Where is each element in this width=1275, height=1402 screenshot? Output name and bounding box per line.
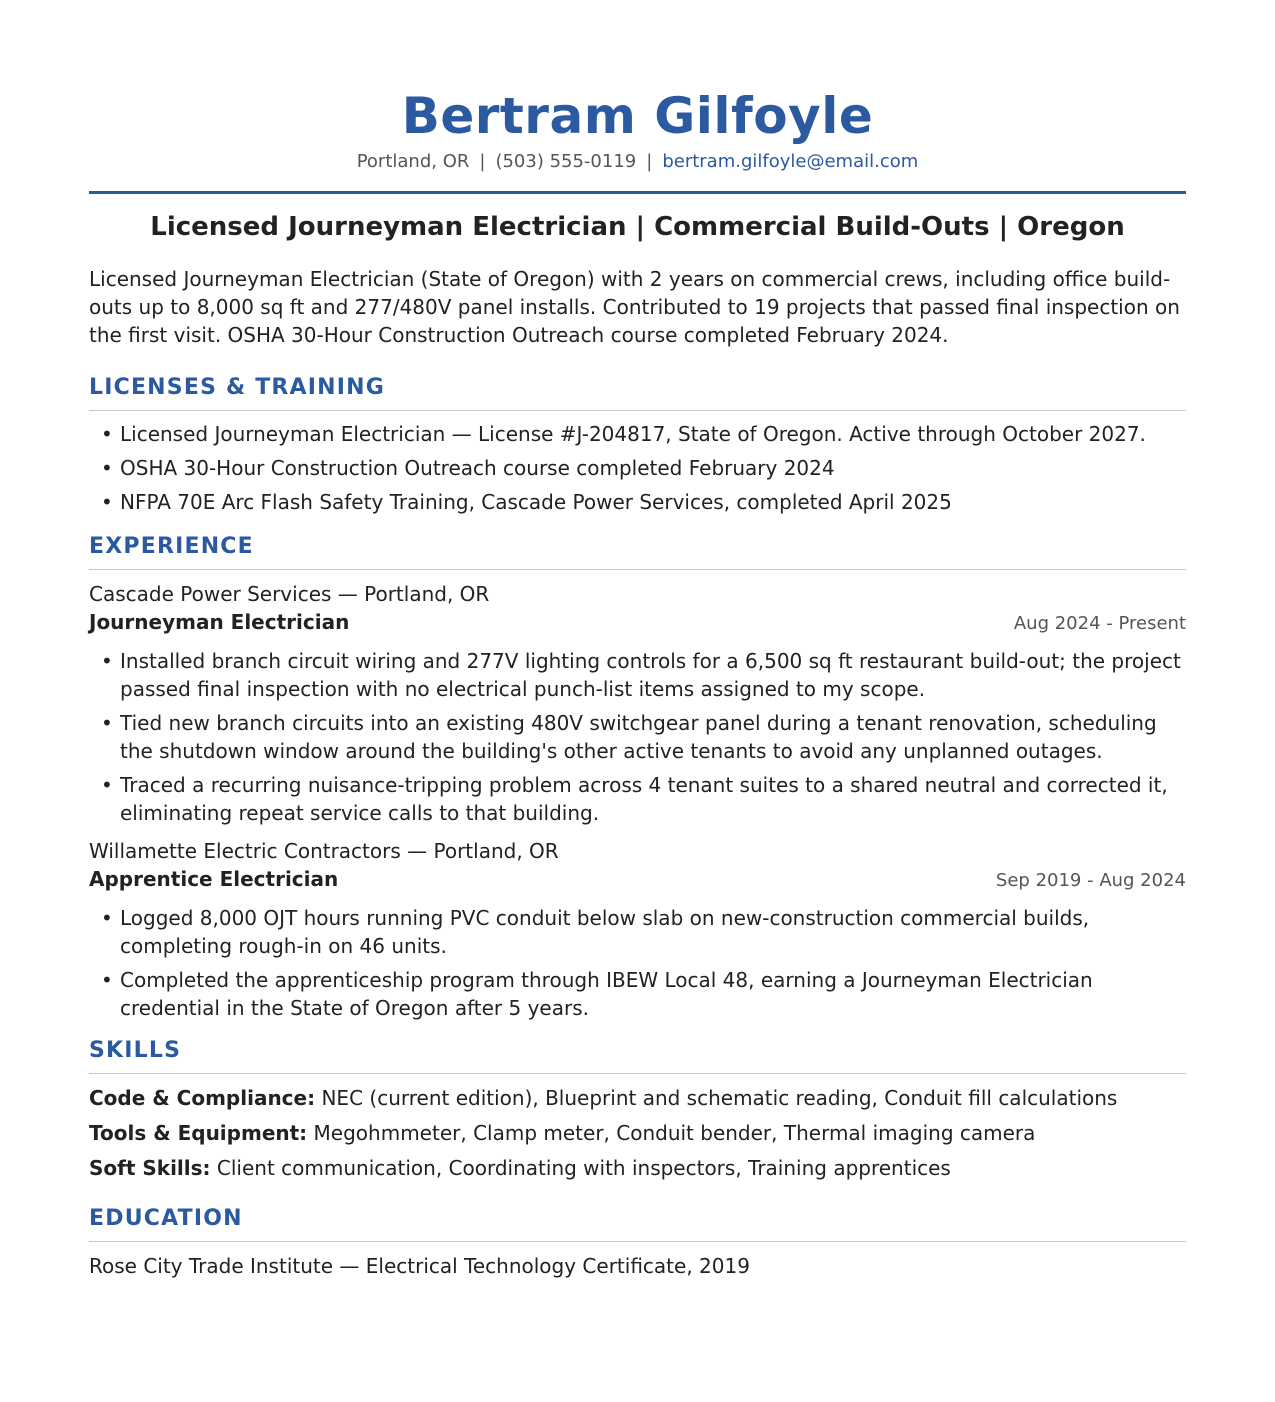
candidate-name: Bertram Gilfoyle [401,87,874,145]
skill-value: NEC (current edition), Blueprint and schematic reading, Conduit fill calculations [321,1086,1118,1110]
section-title-education: EDUCATION [89,1206,243,1231]
job-dates: Sep 2019 - Aug 2024 [995,870,1186,891]
job-role: Journeyman Electrician [89,610,350,634]
job-company: Cascade Power Services — Portland, OR [89,582,490,606]
header-divider [89,191,1186,194]
summary-paragraph: Licensed Journeyman Electrician (State of Oregon) with 2 years on commercial crews, including office build-outs up to 8,000 sq ft and 277/480V panel installs. Contributed to 19 projects that passed final inspection on the first visit. OSHA 30-Hour Construction Outreach course completed February 2024. [89,267,1180,347]
section-title-skills: SKILLS [89,1038,182,1063]
section-title-experience: EXPERIENCE [89,534,254,559]
section-divider [89,569,1186,570]
job-bullet: • Tied new branch circuits into an existing 480V switchgear panel during a tenant renovation, scheduling the shutdown window around the building's other active tenants to avoid any unplanned outages. [89,709,1186,765]
section-divider [89,1073,1186,1074]
job-bullet: • Completed the apprenticeship program through IBEW Local 48, earning a Journeyman Electrician credential in the State of Oregon after 5 years. [89,966,1186,1022]
contact-phone: (503) 555-0119 [495,151,637,172]
job-bullet: • Installed branch circuit wiring and 277V lighting controls for a 6,500 sq ft restaurant build-out; the project passed final inspection with no electrical punch-list items assigned to my scope. [89,647,1186,703]
job-entry [89,580,1186,827]
education-entry: Rose City Trade Institute — Electrical Technology Certificate, 2019 [89,1254,750,1278]
skill-label: Code & Compliance: [89,1086,316,1110]
contact-separator: | [479,151,486,172]
skill-label: Soft Skills: [89,1156,211,1180]
job-role: Apprentice Electrician [89,867,339,891]
license-item: • OSHA 30-Hour Construction Outreach course completed February 2024 [89,454,1186,482]
headline: Licensed Journeyman Electrician | Commercial Build-Outs | Oregon [150,212,1125,242]
contact-line [89,150,1186,174]
skill-line [89,1154,1186,1182]
license-item: • NFPA 70E Arc Flash Safety Training, Cascade Power Services, completed April 2025 [89,488,1186,516]
job-role-row [89,608,1186,638]
contact-location: Portland, OR [356,151,470,172]
skills-block [89,1084,1186,1182]
skill-line [89,1119,1186,1147]
job-bullets [89,904,1186,1022]
job-company: Willamette Electric Contractors — Portland, OR [89,839,559,863]
licenses-list [89,420,1186,516]
job-dates: Aug 2024 - Present [1013,613,1186,634]
skill-value: Megohmmeter, Clamp meter, Conduit bender, Thermal imaging camera [313,1121,1036,1145]
job-entry [89,837,1186,1022]
contact-email-link[interactable]: bertram.gilfoyle@email.com [662,151,919,172]
section-divider [89,1241,1186,1242]
license-item: • Licensed Journeyman Electrician — License #J-204817, State of Oregon. Active through October 2027. [89,420,1186,448]
section-title-licenses: LICENSES & TRAINING [89,375,386,400]
skill-line [89,1084,1186,1112]
job-bullet: • Traced a recurring nuisance-tripping problem across 4 tenant suites to a shared neutral and corrected it, eliminating repeat service calls to that building. [89,771,1186,827]
section-divider [89,410,1186,411]
skill-label: Tools & Equipment: [89,1121,308,1145]
skill-value: Client communication, Coordinating with inspectors, Training apprentices [216,1156,951,1180]
job-bullets [89,647,1186,827]
job-bullet: • Logged 8,000 OJT hours running PVC conduit below slab on new-construction commercial builds, completing rough-in on 46 units. [89,904,1186,960]
contact-separator: | [646,151,653,172]
job-role-row [89,865,1186,895]
